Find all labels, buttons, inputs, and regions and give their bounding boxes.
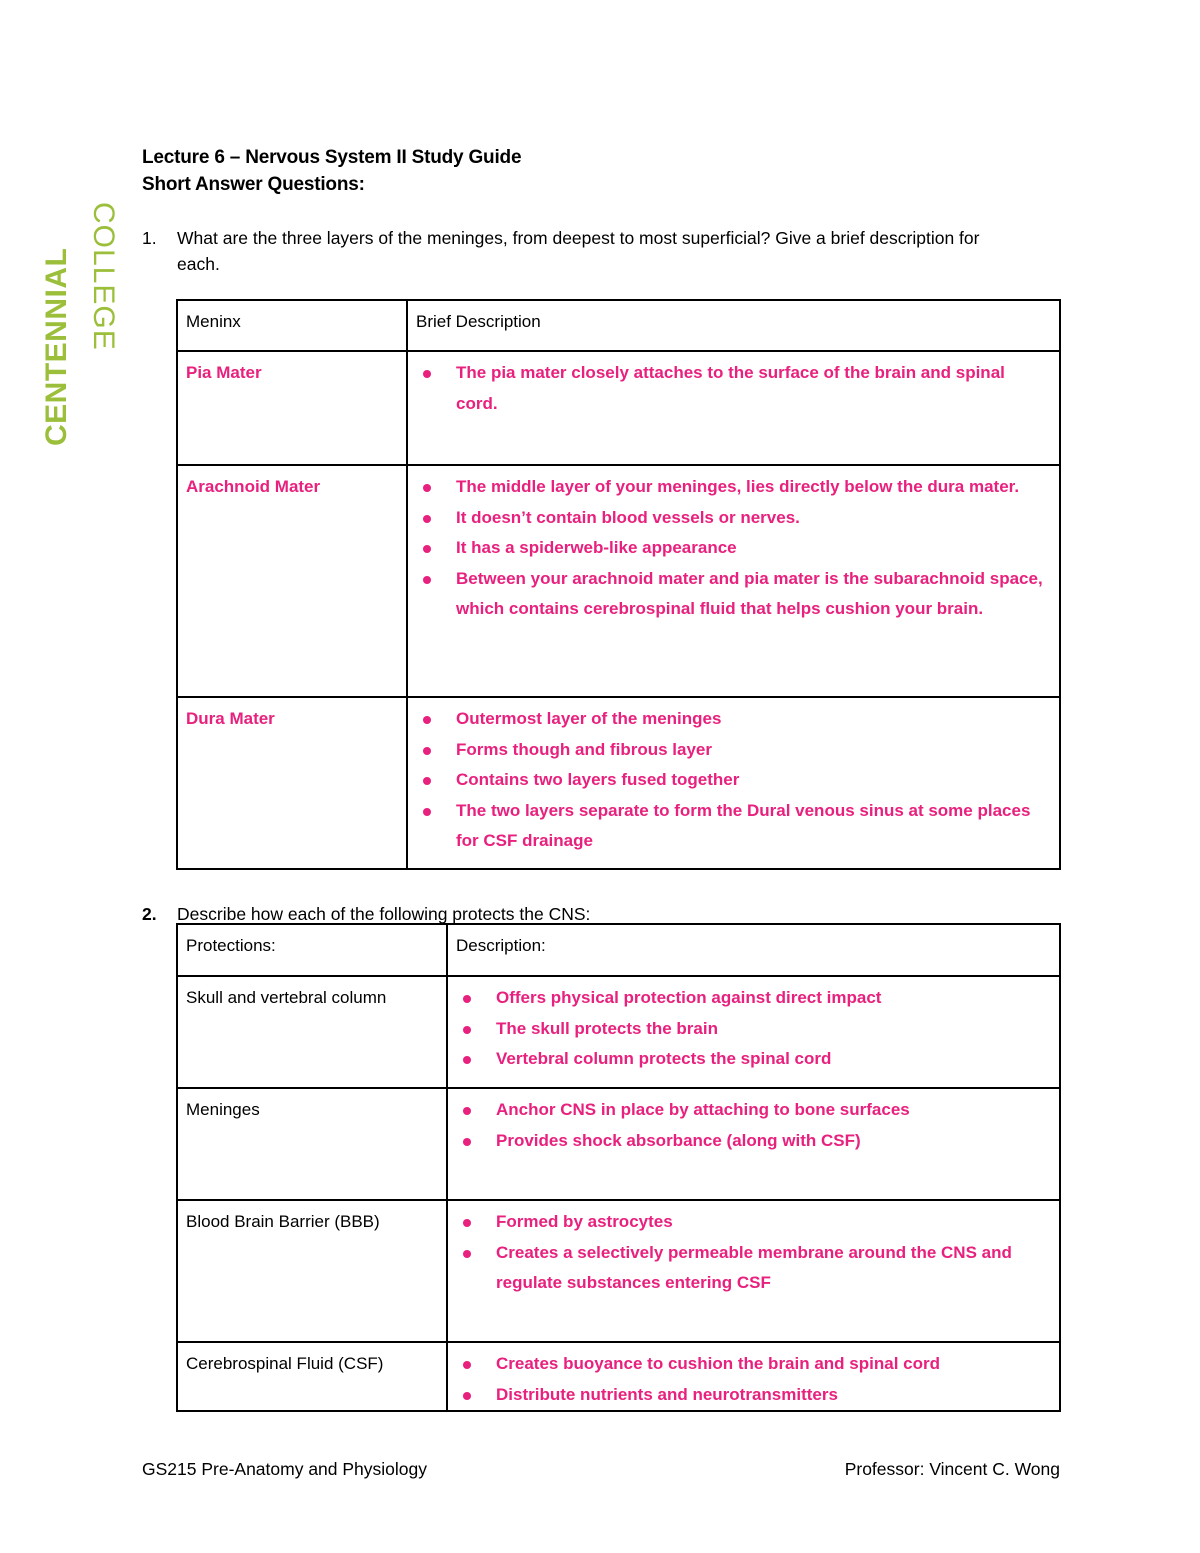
- bullet-item: Offers physical protection against direct impact: [456, 983, 1051, 1014]
- table-row: [177, 465, 1060, 697]
- protections-table-header: [177, 924, 1060, 976]
- question-1: [142, 225, 1042, 285]
- bullet-item: Forms though and fibrous layer: [416, 735, 1051, 766]
- protection-name: Meninges: [177, 1088, 447, 1200]
- bullet-item: Outermost layer of the meninges: [416, 704, 1051, 735]
- bullet-item: Between your arachnoid mater and pia mater is the subarachnoid space, which contains cerebrospinal fluid that helps cushion your brain.: [416, 564, 1051, 625]
- bullet-item: Vertebral column protects the spinal cord: [456, 1044, 1051, 1075]
- footer-course: GS215 Pre-Anatomy and Physiology: [142, 1459, 428, 1479]
- meninx-name: Arachnoid Mater: [177, 465, 407, 697]
- footer-professor: Professor: Vincent C. Wong: [844, 1459, 1060, 1479]
- logo-centennial-text: CENTENNIAL: [40, 247, 73, 446]
- question-2-number: 2.: [142, 904, 157, 924]
- table-row: [177, 697, 1060, 869]
- bullet-item: It doesn’t contain blood vessels or nerves.: [416, 503, 1051, 534]
- bullet-item: The middle layer of your meninges, lies directly below the dura mater.: [416, 472, 1051, 503]
- meninges-table-header: [177, 300, 1060, 351]
- header-brief-description: Brief Description: [407, 300, 1060, 351]
- header-description: Description:: [447, 924, 1060, 976]
- meninx-name: Pia Mater: [177, 351, 407, 465]
- centennial-college-logo: [36, 200, 120, 446]
- table-row: [177, 351, 1060, 465]
- bullet-list: [456, 1349, 1051, 1410]
- bullet-item: Contains two layers fused together: [416, 765, 1051, 796]
- question-1-text: What are the three layers of the meninges, from deepest to most superficial? Give a brief description for each.: [177, 228, 980, 274]
- bullet-item: Provides shock absorbance (along with CSF): [456, 1126, 1051, 1157]
- bullet-item: The pia mater closely attaches to the surface of the brain and spinal cord.: [416, 358, 1051, 419]
- table-row: [177, 1200, 1060, 1342]
- bullet-list: [456, 983, 1051, 1075]
- bullet-item: Creates buoyance to cushion the brain and spinal cord: [456, 1349, 1051, 1380]
- bullet-item: The two layers separate to form the Dural venous sinus at some places for CSF drainage: [416, 796, 1051, 857]
- title-line-1: Lecture 6 – Nervous System II Study Guide: [142, 147, 522, 168]
- table-row: [177, 1342, 1060, 1411]
- bullet-item: Anchor CNS in place by attaching to bone surfaces: [456, 1095, 1051, 1126]
- logo-college-text: COLLEGE: [87, 202, 120, 351]
- title-line-2: Short Answer Questions:: [142, 174, 365, 195]
- protection-name: Skull and vertebral column: [177, 976, 447, 1088]
- header-protections: Protections:: [177, 924, 447, 976]
- bullet-list: [456, 1207, 1051, 1299]
- table-row: [177, 976, 1060, 1088]
- meninges-table: [176, 299, 1061, 870]
- table-row: [177, 1088, 1060, 1200]
- bullet-list: [416, 358, 1051, 419]
- bullet-item: Distribute nutrients and neurotransmitters: [456, 1380, 1051, 1411]
- header-meninx: Meninx: [177, 300, 407, 351]
- bullet-item: The skull protects the brain: [456, 1014, 1051, 1045]
- question-2-text: Describe how each of the following protects the CNS:: [177, 904, 591, 924]
- bullet-item: Creates a selectively permeable membrane around the CNS and regulate substances entering CSF: [456, 1238, 1051, 1299]
- bullet-item: It has a spiderweb-like appearance: [416, 533, 1051, 564]
- protections-table: [176, 923, 1061, 1412]
- document-title: [142, 144, 521, 198]
- bullet-list: [416, 704, 1051, 857]
- question-1-number: 1.: [142, 228, 157, 248]
- protection-name: Blood Brain Barrier (BBB): [177, 1200, 447, 1342]
- bullet-item: Formed by astrocytes: [456, 1207, 1051, 1238]
- bullet-list: [416, 472, 1051, 625]
- bullet-list: [456, 1095, 1051, 1156]
- protection-name: Cerebrospinal Fluid (CSF): [177, 1342, 447, 1411]
- meninx-name: Dura Mater: [177, 697, 407, 869]
